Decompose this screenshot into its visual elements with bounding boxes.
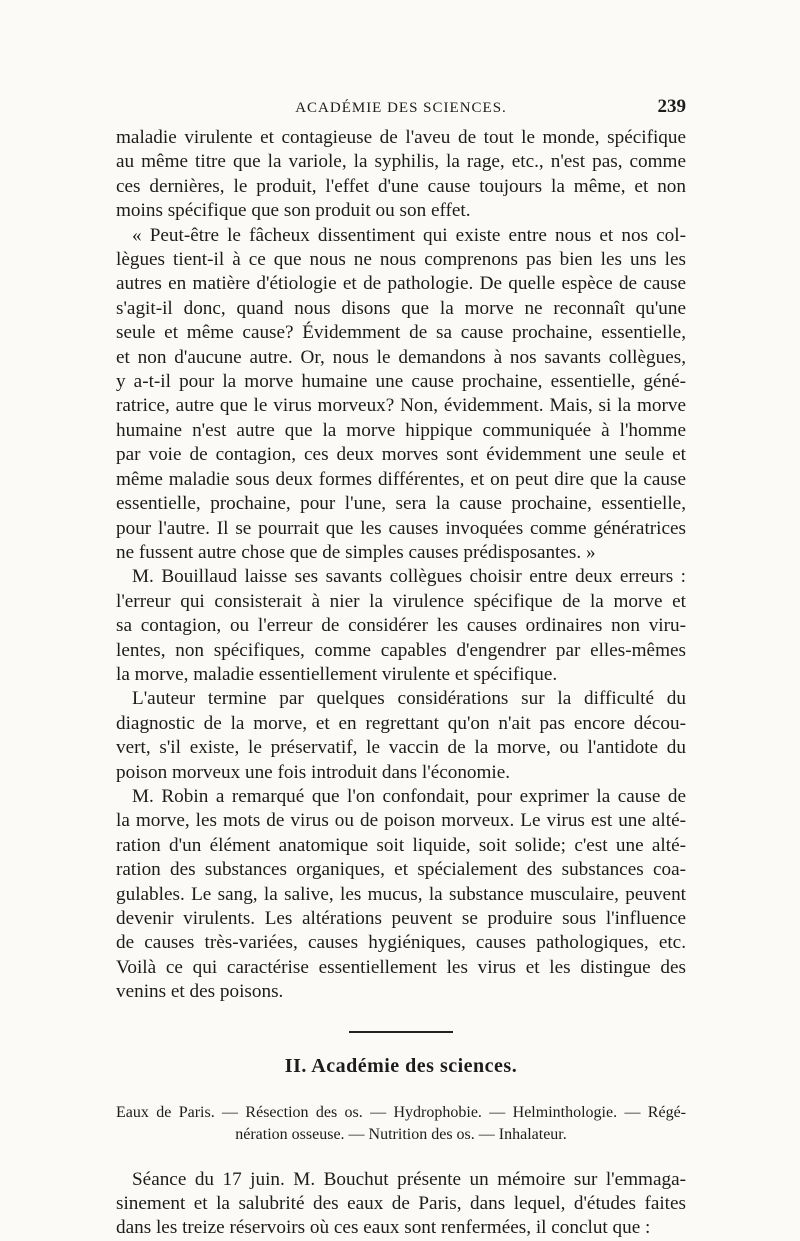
text-line: de causes très-variées, causes hygiéniques, causes pathologiques, etc. (116, 932, 686, 954)
text-line: sa contagion, ou l'erreur de considérer les causes ordinaires non viru- (116, 615, 686, 637)
text-line: la morve, les mots de virus ou de poison morveux. Le virus est une alté- (116, 810, 686, 832)
text-line: L'auteur termine par quelques considérations sur la difficulté du (132, 688, 686, 710)
paragraph (116, 687, 686, 785)
text-line: venins et des poisons. (116, 981, 284, 1003)
text-line: y a-t-il pour la morve humaine une cause prochaine, essentielle, géné- (116, 371, 686, 393)
text-line: M. Robin a remarqué que l'on confondait, pour exprimer la cause de (132, 785, 686, 807)
paragraph (116, 126, 686, 224)
section-divider (349, 1031, 453, 1033)
text-line: M. Bouillaud laisse ses savants collègues choisir entre deux erreurs : (132, 566, 686, 588)
text-line: diagnostic de la morve, et en regrettant qu'on n'ait pas encore décou- (116, 712, 686, 734)
text-line: par voie de contagion, ces deux morves sont évidemment une seule et (116, 444, 686, 466)
section-summary: Eaux de Paris. — Résection des os. — Hydrophobie. — Helminthologie. — Régé-nération osseuse. — Nutrition des os. — Inhalateur. (116, 1103, 686, 1143)
paragraph (116, 785, 686, 1005)
text-line: ration d'un élément anatomique soit liquide, soit solide; c'est une alté- (116, 834, 686, 856)
text-line: seule et même cause? Évidemment de sa cause prochaine, essentielle, (116, 322, 686, 344)
paragraph (116, 224, 686, 566)
text-line: sinement et la salubrité des eaux de Paris, dans lequel, d'études faites (116, 1193, 686, 1215)
text-line: gulables. Le sang, la salive, les mucus, la substance musculaire, peuvent (116, 883, 686, 905)
text-line: ration des substances organiques, et spécialement des substances coa- (116, 859, 686, 881)
text-line: dans les treize réservoirs où ces eaux sont renfermées, il conclut que : (116, 1217, 651, 1239)
text-line: essentielle, prochaine, pour l'une, sera la cause prochaine, essentielle, (116, 493, 686, 515)
text-line: « Peut-être le fâcheux dissentiment qui existe entre nous et nos col- (132, 224, 686, 246)
text-line: lègues tient-il à ce que nous ne nous comprenons pas bien les uns les (116, 249, 686, 271)
text-line: autres en matière d'étiologie et de pathologie. De quelle espèce de cause (116, 273, 686, 295)
text-line: et non d'aucune autre. Or, nous le demandons à nos savants collègues, (116, 346, 686, 368)
book-page (116, 92, 686, 1241)
text-line: humaine n'est autre que la morve hippique communiquée à l'homme (116, 419, 686, 441)
text-line: au même titre que la variole, la syphilis, la rage, etc., n'est pas, comme (116, 151, 686, 173)
page-number: 239 (657, 96, 686, 117)
text-line: vert, s'il existe, le préservatif, le vaccin de la morve, ou l'antidote du (116, 737, 686, 759)
text-line: maladie virulente et contagieuse de l'aveu de tout le monde, spécifique (116, 127, 686, 148)
text-line: Voilà ce qui caractérise essentiellement les virus et les distingue des (116, 956, 686, 978)
final-paragraph (116, 1168, 686, 1241)
text-line: ne fussent autre chose que de simples causes prédisposantes. » (116, 541, 596, 563)
page-header (116, 92, 686, 126)
text-line: lentes, non spécifiques, comme capables d'engendrer par elles-mêmes (116, 639, 686, 661)
text-line: ces dernières, le produit, l'effet d'une cause toujours la même, et non (116, 175, 686, 197)
text-line: la morve, maladie essentiellement virulente et spécifique. (116, 663, 558, 685)
text-line: ratrice, autre que le virus morveux? Non, évidemment. Mais, si la morve (116, 395, 686, 417)
text-line: moins spécifique que son produit ou son effet. (116, 200, 471, 222)
text-line: même maladie sous deux formes différentes, et on peut dire que la cause (116, 468, 686, 490)
text-line: s'agit-il donc, quand nous disons que la morve ne reconnaît qu'une (116, 297, 686, 319)
text-line: poison morveux une fois introduit dans l'économie. (116, 761, 511, 783)
text-line: pour l'autre. Il se pourrait que les causes invoquées comme génératrices (116, 517, 686, 539)
running-title: ACADÉMIE DES SCIENCES. (295, 100, 507, 116)
text-line: l'erreur qui consisterait à nier la virulence spécifique de la morve et (116, 590, 686, 612)
text-line: devenir virulents. Les altérations peuvent se produire sous l'influence (116, 908, 686, 929)
paragraph (116, 565, 686, 687)
body-text (116, 126, 686, 1005)
section-title: II. Académie des sciences. (284, 1054, 518, 1077)
text-line: Séance du 17 juin. M. Bouchut présente un mémoire sur l'emmaga- (132, 1168, 686, 1190)
